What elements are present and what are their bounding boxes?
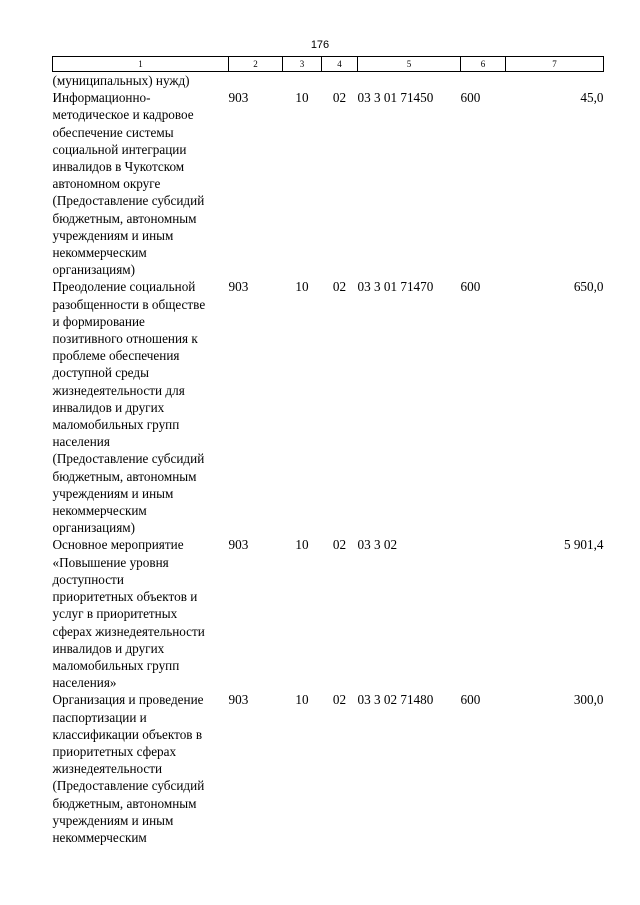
col-header-5: 5 (358, 57, 461, 72)
row-gr: 903 (228, 692, 249, 708)
table-row (53, 536, 604, 691)
row-sum: 5 901,4 (563, 537, 604, 553)
row-gr: 903 (228, 537, 249, 553)
row-csr: 03 3 01 71450 (357, 90, 434, 106)
row-csr: 03 3 02 (357, 537, 398, 553)
col-header-3: 3 (283, 57, 322, 72)
row-vr: 600 (460, 90, 481, 106)
row-pr: 02 (332, 279, 347, 295)
row-rz: 10 (295, 279, 309, 295)
row-name: Преодоление социальной разобщенности в обществе и формирование позитивного отношения к проблеме обеспечения доступной среды жизнедеятельности для инвалидов и других маломобильных групп населения (Предоставление субсидий бюджетным, автономным учреждениям и иным некоммерческим организациям) (52, 279, 206, 536)
col-header-4: 4 (322, 57, 358, 72)
row-sum (506, 72, 604, 90)
column-number-row (53, 57, 604, 72)
row-sum: 45,0 (580, 90, 604, 106)
row-vr: 600 (460, 692, 481, 708)
row-vr (461, 536, 506, 691)
table-row (53, 278, 604, 536)
row-name: (муниципальных) нужд) (52, 73, 190, 88)
table-row (53, 72, 604, 90)
row-rz (283, 72, 322, 90)
row-vr (461, 72, 506, 90)
row-name: Основное мероприятие «Повышение уровня доступности приоритетных объектов и услуг в приоритетных сферах жизнедеятельности инвалидов и других маломобильных групп населения» (52, 537, 205, 691)
row-name: Информационно- методическое и кадровое обеспечение системы социальной интеграции инвалидов в Чукотском автономном округе (Предоставление субсидий бюджетным, автономным учреждениям и иным некоммерческим организациям) (52, 90, 205, 278)
row-csr: 03 3 02 71480 (357, 692, 434, 708)
row-csr: 03 3 01 71470 (357, 279, 434, 295)
row-rz: 10 (295, 692, 309, 708)
col-header-2: 2 (229, 57, 283, 72)
row-pr (322, 72, 358, 90)
row-rz: 10 (295, 90, 309, 106)
row-name: Организация и проведение паспортизации и классификации объектов в приоритетных сферах жизнедеятельности (Предоставление субсидий бюджетным, автономным учреждениям и иным некоммерческим (52, 692, 205, 845)
row-gr (229, 72, 283, 90)
col-header-7: 7 (506, 57, 604, 72)
table-row (53, 691, 604, 846)
row-rz: 10 (295, 537, 309, 553)
table-row (53, 89, 604, 278)
row-csr (358, 72, 461, 90)
col-header-6: 6 (461, 57, 506, 72)
row-pr: 02 (332, 692, 347, 708)
row-sum: 300,0 (573, 692, 604, 708)
page-number: 176 (310, 39, 330, 51)
budget-table (52, 56, 604, 846)
row-gr: 903 (228, 279, 249, 295)
row-gr: 903 (228, 90, 249, 106)
col-header-1: 1 (53, 57, 229, 72)
row-pr: 02 (332, 537, 347, 553)
row-pr: 02 (332, 90, 347, 106)
row-sum: 650,0 (573, 279, 604, 295)
row-vr: 600 (460, 279, 481, 295)
